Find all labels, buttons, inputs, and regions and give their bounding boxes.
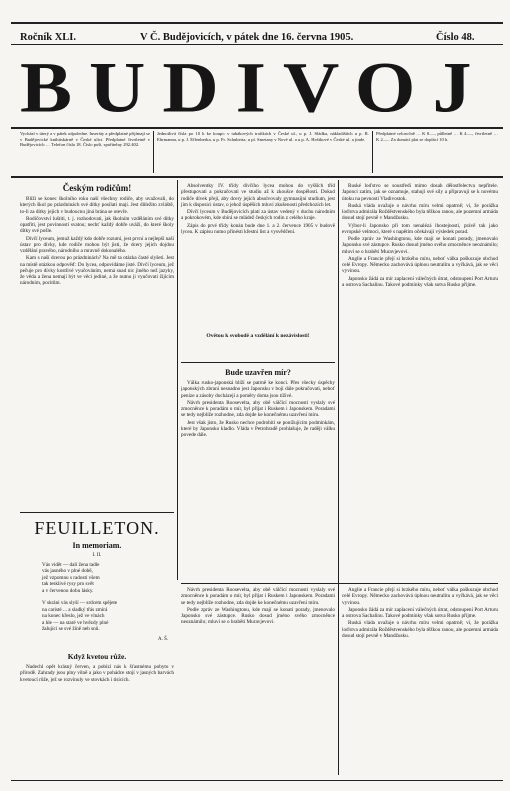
paragraph: Absolventky IV. třídy dívčího lycea mohou do vyšších tříd přestupovati a pokračovati ve studiu až k zkoušce dospělosti. Dokud rodiče dívek přejí, aby dcery jejich absolvovaly gymnasijní studium, jest jim k disposici ústav, o jehož úspěších mluví zkušenosti předchozích let. [181, 183, 335, 208]
paragraph: Ruská vláda uvažuje o návrhu míru velmi opatrně; ví, že porážka loďstva admirála Rožděstvenského byla těžkou ranou, ale pozemní armáda dosud stojí pevně v Mandžusku. [342, 620, 498, 639]
lower-body-right [342, 587, 498, 775]
paragraph: Jest však jisto, že Rusko nechce podrobiti se ponížujícím podmínkám, které by Japonsko kladlo. Vláda v Petrohradě prohlašuje, že raději válku povede dále. [181, 419, 335, 438]
paragraph: Výbor-li Japonsko při tom nenalézá lhostejnosti, právě tak jako evropské velmoci, které s napětím očekávají výsledek porad. [342, 222, 498, 235]
paragraph: Dívčí lyceum v Budějovicích platí za ústav vedený v duchu národním a pokrokovém, kde sbírá se mládež českých rodin z celého kraje. [181, 209, 335, 222]
column-divider [177, 180, 178, 580]
paragraph: Zápis do prvé třídy konán bude dne 1. a 2. července 1905 v budově lycea. K zápisu nutno přinésti křestní list a vysvědčení. [181, 222, 335, 235]
paragraph: Návrh presidenta Roosevelta, aby obě válčící mocnosti vyslaly své zmocněnce k poradám o mír, byl přijat i Ruskem i Japonskem. Poradami se tedy nejblíže rozhodne, zda dojde ke konečnému uzavření míru. [181, 587, 335, 606]
paragraph: Podle zpráv ze Washingtonu, kde mají se konati porady, jmenovalo Japonsko své zástupce. Rusko dosud jméno svého zmocněnce neoznámilo; mluví se o hraběti Muravjevovi. [181, 606, 335, 626]
feuilleton-title: FEUILLETON. [34, 518, 160, 538]
lower-body-left [181, 587, 335, 775]
masthead-title: BUDIVOJ [20, 46, 489, 127]
info-box-right: Předplatné celoročně … K 8.—, půlletně … K 4.—, čtvrtletně … K 2.—. Za domácí plat se doplácí 10 h. [376, 131, 498, 142]
paragraph: Anglie a Francie přejí si brzkého míru, neboť válka poškozuje obchod celé Evropy. Německo zachovává úplnou neutralitu a vyčkává, jak se věci vyvinou. [342, 255, 498, 275]
header-rule [11, 44, 503, 45]
paragraph: Nadechl opět krásný červen, a pobízí nás k šťastnému pobytu v přírodě. Zahrady jsou plny vůně a jako v pohádce stojí v jasných barvách kvetoucí růže, jež se rozvinuly ve stovkách i tisících. [20, 664, 174, 683]
volume-label: Ročník XLI. [20, 32, 77, 43]
info-divider [372, 131, 373, 173]
paragraph: Anglie a Francie přejí si brzkého míru, neboť válka poškozuje obchod celé Evropy. Německo zachovává úplnou neutralitu a vyčkává, jak se věci vyvinou. [342, 587, 498, 606]
bottom-rule [11, 780, 503, 781]
feuilleton-subtitle: Když kvetou růže. [67, 652, 127, 661]
article-rule [181, 362, 335, 363]
article-title-mir: Bude uzavřen mír? [225, 368, 291, 377]
column-divider [338, 180, 339, 775]
paragraph: Japonsko žádá za mír zaplacení válečných útrat, odstoupení Port Arturu a ostrova Sachalinu. Takové podmínky však sotva Rusko přijme. [342, 275, 498, 288]
paragraph: Dívčí lyceum, jemuž každý kdo dobře rozumí, jest první a nejlepší naší ústav pro dívky, kde rodiče mohou být jisti, že dcery jejich dojdou vzdělání pravého, národního a mravně dokonalého. [20, 235, 174, 254]
masthead-rule [11, 127, 503, 129]
slogan-heading: Ovětou k svobodě a vzdělání k nezávislosti! [206, 333, 310, 339]
issue-number: Číslo 48. [436, 32, 475, 43]
article-body-mir [181, 380, 335, 580]
paragraph: Válka rusko-japonská blíží se patrně ke konci. Přes všecky úspěchy japonských zbraní nesnadno jest Japonsku v boji dále pokračovati, neboť peníze a zásoby docházejí a poměry doma jsou tíživé. [181, 380, 335, 399]
paragraph: Návrh presidenta Roosevelta, aby obě válčící mocnosti vyslaly své zmocněnce k poradám o mír, byl přijat i Ruskem i Japonskem. Poradami se tedy nejblíže rozhodne, zda dojde ke konečnému uzavření míru. [181, 399, 335, 419]
poem-number: I. II. [92, 553, 102, 558]
feuilleton-body [20, 664, 174, 776]
info-box-middle: Jednotlivá čísla po 10 h ke koupi: v tabákových trafikách v České ul., u p. J. Sládka, nákladištích u p. R. Ehrmanna, u p. J. Effenberka, u p. Fr. Schuberta, u pí. Smetany v Nové ul. a u p. A. Hoštkové v České ul. a jinde. [157, 131, 369, 142]
article-title-rodicum: Českým rodičům! [62, 183, 132, 193]
place-date: V Č. Budějovicích, v pátek dne 16. června 1905. [140, 32, 354, 43]
article-body-lyceum [181, 183, 335, 331]
info-divider [153, 131, 154, 173]
poem-lines [42, 562, 117, 632]
paragraph: Ruská vláda uvažuje o návrhu míru velmi opatrně; ví, že porážka loďstva admirála Rožděstvenského byla těžkou ranou, ale pozemní armáda dosud stojí pevně v Mandžusku. [342, 202, 498, 222]
lower-rule [181, 583, 498, 584]
paragraph: Ruské loďstvo se soustředí mimo dosah dělostřelectva nepřítele. Japonci zatím, jak se oznamuje, stahují své síly a připravují se k novému útoku na pevnosti Vladivostok. [342, 183, 498, 202]
paragraph: Blíží se konec školního roku naší všechny rodiče, aby uvažovali, do kterých škol po prázdninách své dítky posílati mají. Jest důležito zvláště, to-li za dítky jejich v budoucnu jiná brána se otevře. [20, 196, 174, 215]
poem-signature: A. Š. [158, 637, 169, 642]
poem-title: In memoriam. [72, 541, 122, 550]
paragraph: Podle zpráv ze Washingtonu, kde mají se konati porady, jmenovalo Japonsko své zástupce. Rusko dosud jméno svého zmocněnce neoznámilo; mluví se o hraběti Muravjevovi. [342, 236, 498, 255]
info-box-left: Vychází v úterý a v pátek odpoledne. Inseráty a předplatné přijímají se v Budějovické knihtiskárně v České ulici. Předplatné čtvrtletně v Budějovicích … Telefon čísla 18. Číslo pošt. spořitelny 292.402. [20, 131, 150, 148]
paragraph: Japonsko žádá za mír zaplacení válečných útrat, odstoupení Port Arturu a ostrova Sachalinu. Takové podmínky však sotva Rusko přijme. [342, 606, 498, 619]
article-body-war [342, 183, 498, 580]
article-body-rodicum [20, 196, 174, 508]
paragraph: Kam s naší dcerou po prázdninách? Na mě ta otázka časté slyšeti. Jest na místě otázkou odpověď: Do lycea, odpovídáme jisté. Dívčí lyceum, jež pečuje pro dívky kostlivé vyučováním, nemá snad nic jiného než jazyky, že věda a žena nemají být ve věci jediné, a že nutno ji vyučovati žijícím národním, pocitům. [20, 255, 174, 287]
paragraph: Rodičovství luštiti, t. j. rozhodovati, jak školním vzděláním své dítky opatřiti, jest povinností svatou; nechť každý dobře uváží, do které školy dítky své pošle. [20, 215, 174, 235]
top-rule [11, 22, 503, 24]
poem-text: Vás vidět — dalí žena tadle vás jasného v plné době, jež vzpomnu s radostí všem tak tesklivé rysy pro svět a v červenou dobu lásky. V skráni vás slyší — srdcem spějete na caristé ... a sladký třás zmírá na konec křeslo, jež ve vlnách a hle — na staré ve hvězdy plné žalující se své žíně neb snů. [42, 562, 118, 633]
info-bottom-rule [11, 176, 503, 178]
feuilleton-rule [20, 512, 174, 513]
